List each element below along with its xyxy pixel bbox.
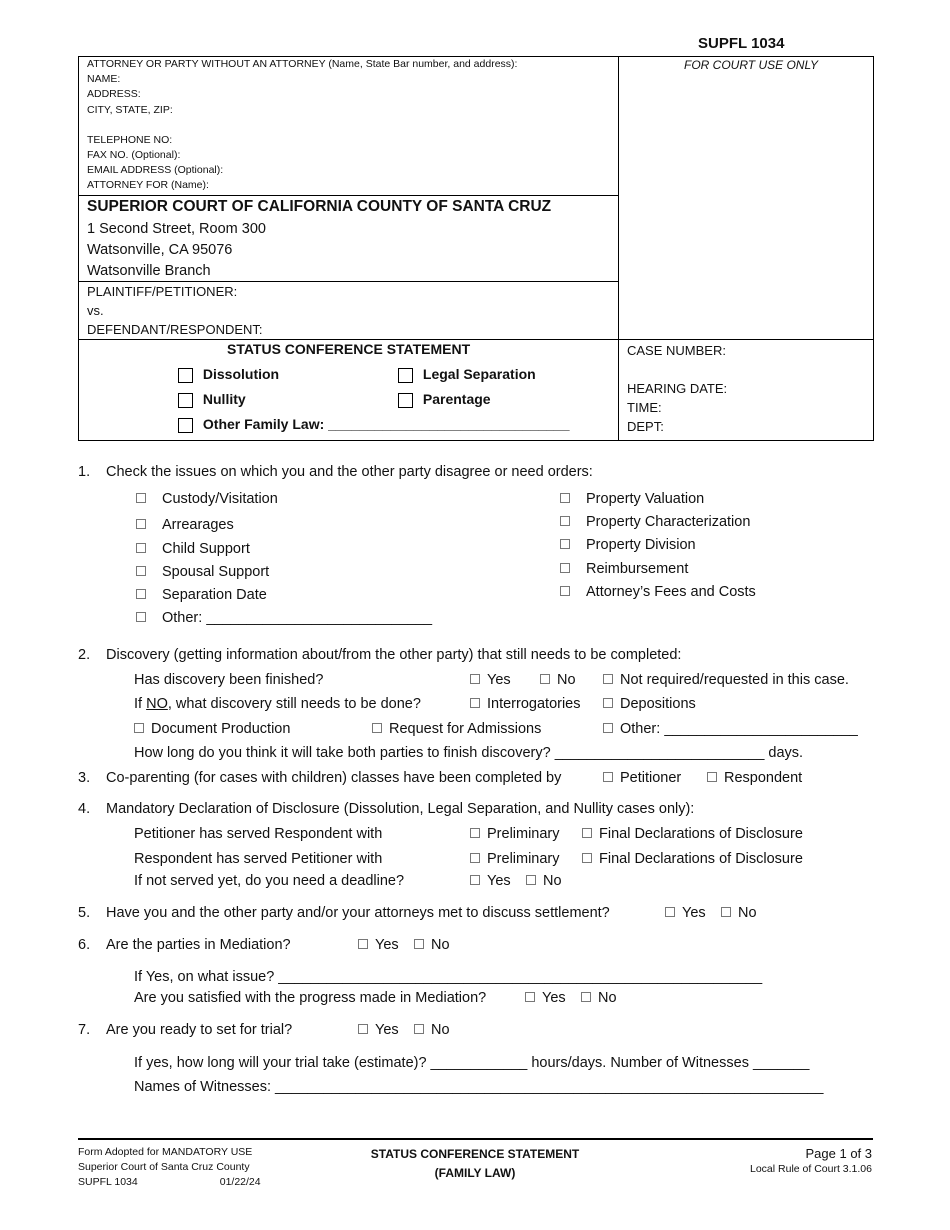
q4-no[interactable]: No	[526, 873, 562, 889]
checkbox[interactable]	[470, 853, 480, 863]
q4-pet-preliminary[interactable]: Preliminary	[470, 826, 560, 842]
dept-label: DEPT:	[627, 419, 664, 434]
checkbox[interactable]	[398, 368, 413, 383]
q3-petitioner[interactable]: Petitioner	[603, 770, 681, 786]
checkbox[interactable]	[560, 493, 570, 503]
q1-property-characterization[interactable]: Property Characterization	[560, 514, 750, 530]
q6-number: 6.	[78, 937, 91, 953]
checkbox[interactable]	[136, 519, 146, 529]
checkbox[interactable]	[560, 586, 570, 596]
q2-doc-production[interactable]: Document Production	[134, 721, 290, 737]
checkbox[interactable]	[358, 939, 368, 949]
hearing-date-label: HEARING DATE:	[627, 381, 728, 396]
q5-number: 5.	[78, 905, 91, 921]
q2-yes[interactable]: Yes	[470, 672, 511, 688]
attorney-line: ATTORNEY OR PARTY WITHOUT AN ATTORNEY (Name, State Bar number, and address):	[87, 58, 518, 70]
q2-admissions[interactable]: Request for Admissions	[372, 721, 541, 737]
q2-how-long: How long do you think it will take both parties to finish discovery? __________________________ days.	[134, 745, 804, 761]
q4-resp-preliminary[interactable]: Preliminary	[470, 851, 560, 867]
q7-yes[interactable]: Yes	[358, 1022, 399, 1038]
checkbox[interactable]	[136, 612, 146, 622]
checkbox[interactable]	[136, 493, 146, 503]
checkbox[interactable]	[470, 674, 480, 684]
q1-number: 1.	[78, 464, 91, 480]
q5-text: Have you and the other party and/or your attorneys met to discuss settlement?	[106, 905, 610, 921]
q6-yes[interactable]: Yes	[358, 937, 399, 953]
q4-resp-served: Respondent has served Petitioner with	[134, 851, 383, 867]
checkbox[interactable]	[136, 566, 146, 576]
court-use-label: FOR COURT USE ONLY	[684, 58, 819, 72]
page-number: Page 1 of 3	[805, 1146, 872, 1161]
q2-interrogatories[interactable]: Interrogatories	[470, 696, 581, 712]
checkbox[interactable]	[581, 992, 591, 1002]
q6-satisfied: Are you satisfied with the progress made in Mediation?	[134, 990, 487, 1006]
case-type-dissolution[interactable]: Dissolution	[178, 366, 279, 383]
address-line: Watsonville, CA 95076	[87, 242, 233, 258]
court-address	[87, 219, 266, 282]
checkbox[interactable]	[603, 698, 613, 708]
checkbox[interactable]	[540, 674, 550, 684]
q4-pet-served: Petitioner has served Respondent with	[134, 826, 383, 842]
q7-text: Are you ready to set for trial?	[106, 1022, 293, 1038]
checkbox[interactable]	[560, 516, 570, 526]
attorney-line	[87, 118, 517, 133]
address-line: 1 Second Street, Room 300	[87, 221, 266, 237]
divider-line	[78, 339, 874, 340]
q6-satisfied-no[interactable]: No	[581, 990, 617, 1006]
checkbox[interactable]	[372, 723, 382, 733]
vs-label: vs.	[87, 303, 104, 318]
checkbox[interactable]	[414, 939, 424, 949]
case-type-legal-separation[interactable]: Legal Separation	[398, 366, 536, 383]
q6-issue: If Yes, on what issue? ____________________________________________________________	[134, 969, 763, 985]
checkbox[interactable]	[582, 853, 592, 863]
attorney-line: EMAIL ADDRESS (Optional):	[87, 164, 224, 177]
statement-title: STATUS CONFERENCE STATEMENT	[227, 341, 471, 357]
case-type-nullity[interactable]: Nullity	[178, 391, 246, 408]
q1-child-support[interactable]: Child Support	[136, 541, 250, 557]
q4-resp-final[interactable]: Final Declarations of Disclosure	[582, 851, 803, 867]
q3-respondent[interactable]: Respondent	[707, 770, 802, 786]
q1-reimbursement[interactable]: Reimbursement	[560, 561, 688, 577]
q2-finished-label: Has discovery been finished?	[134, 672, 324, 688]
q6-satisfied-yes[interactable]: Yes	[525, 990, 566, 1006]
checkbox[interactable]	[526, 875, 536, 885]
plaintiff-label: PLAINTIFF/PETITIONER:	[87, 284, 238, 299]
q5-yes[interactable]: Yes	[665, 905, 706, 921]
checkbox[interactable]	[560, 539, 570, 549]
q2-not-required[interactable]: Not required/requested in this case.	[603, 672, 849, 688]
q4-yes[interactable]: Yes	[470, 873, 511, 889]
checkbox[interactable]	[178, 393, 193, 408]
caption-divider	[618, 56, 619, 441]
defendant-label: DEFENDANT/RESPONDENT:	[87, 322, 263, 337]
q6-no[interactable]: No	[414, 937, 450, 953]
checkbox[interactable]	[603, 674, 613, 684]
checkbox[interactable]	[603, 723, 613, 733]
q1-property-division[interactable]: Property Division	[560, 537, 696, 553]
checkbox[interactable]	[707, 772, 717, 782]
checkbox[interactable]	[470, 828, 480, 838]
checkbox[interactable]	[178, 418, 193, 433]
q1-custody[interactable]: Custody/Visitation	[136, 491, 278, 507]
q2-depositions[interactable]: Depositions	[603, 696, 696, 712]
footer-left	[78, 1145, 261, 1190]
q7-no[interactable]: No	[414, 1022, 450, 1038]
q4-pet-final[interactable]: Final Declarations of Disclosure	[582, 826, 803, 842]
q1-text: Check the issues on which you and the other party disagree or need orders:	[106, 464, 593, 480]
checkbox[interactable]	[358, 1024, 368, 1034]
footer-center	[350, 1145, 600, 1183]
checkbox[interactable]	[178, 368, 193, 383]
attorney-line: ADDRESS:	[87, 88, 141, 101]
local-rule: Local Rule of Court 3.1.06	[750, 1163, 872, 1175]
attorney-line: ATTORNEY FOR (Name):	[87, 179, 209, 192]
attorney-block	[87, 57, 517, 194]
q1-property-valuation[interactable]: Property Valuation	[560, 491, 704, 507]
case-type-parentage[interactable]: Parentage	[398, 391, 491, 408]
footer-subtitle: (FAMILY LAW)	[434, 1166, 516, 1180]
spacer	[627, 360, 727, 379]
q2-if-no-label: If NO, what discovery still needs to be done?	[134, 696, 421, 712]
case-type-other[interactable]: Other Family Law: _______________________________	[178, 416, 570, 433]
q2-other[interactable]: Other: ________________________	[603, 721, 858, 737]
q4-number: 4.	[78, 801, 91, 817]
checkbox[interactable]	[134, 723, 144, 733]
q3-number: 3.	[78, 770, 91, 786]
checkbox[interactable]	[582, 828, 592, 838]
form-id: SUPFL 1034	[698, 35, 785, 52]
q1-other[interactable]: Other: ____________________________	[136, 610, 432, 626]
q1-separation-date[interactable]: Separation Date	[136, 587, 267, 603]
checkbox[interactable]	[414, 1024, 424, 1034]
q2-text: Discovery (getting information about/from the other party) that still needs to be completed:	[106, 647, 682, 663]
case-fields	[627, 341, 727, 436]
attorney-line: FAX NO. (Optional):	[87, 149, 181, 162]
q2-number: 2.	[78, 647, 91, 663]
checkbox[interactable]	[136, 543, 146, 553]
checkbox[interactable]	[560, 563, 570, 573]
attorney-line: CITY, STATE, ZIP:	[87, 103, 173, 116]
address-line: Watsonville Branch	[87, 263, 211, 279]
checkbox[interactable]	[721, 907, 731, 917]
time-label: TIME:	[627, 400, 662, 415]
q2-no[interactable]: No	[540, 672, 576, 688]
q7-number: 7.	[78, 1022, 91, 1038]
footer-adopted: Form Adopted for MANDATORY USE	[78, 1146, 253, 1158]
checkbox[interactable]	[136, 589, 146, 599]
parties-block	[87, 282, 263, 339]
checkbox[interactable]	[470, 698, 480, 708]
attorney-line: TELEPHONE NO:	[87, 133, 173, 146]
footer-code-line: SUPFL 1034 01/22/24	[78, 1176, 261, 1188]
q4-deadline: If not served yet, do you need a deadline?	[134, 873, 405, 889]
q7-how-long: If yes, how long will your trial take (estimate)? ____________ hours/days. Number of Witnesses _______	[134, 1055, 810, 1071]
court-name: SUPERIOR COURT OF CALIFORNIA COUNTY OF SANTA CRUZ	[87, 198, 552, 215]
q3-text: Co-parenting (for cases with children) classes have been completed by	[106, 770, 562, 786]
q1-attorney-fees[interactable]: Attorney’s Fees and Costs	[560, 584, 756, 600]
checkbox[interactable]	[470, 875, 480, 885]
q6-text: Are the parties in Mediation?	[106, 937, 291, 953]
footer-right	[700, 1145, 872, 1177]
divider-line	[78, 195, 619, 196]
checkbox[interactable]	[525, 992, 535, 1002]
attorney-line: NAME:	[87, 73, 121, 86]
footer-title: STATUS CONFERENCE STATEMENT	[370, 1147, 580, 1161]
q1-arrearages[interactable]: Arrearages	[136, 517, 234, 533]
checkbox[interactable]	[398, 393, 413, 408]
checkbox[interactable]	[665, 907, 675, 917]
checkbox[interactable]	[603, 772, 613, 782]
case-number-label: CASE NUMBER:	[627, 343, 726, 358]
q7-names: Names of Witnesses: ____________________________________________________________________	[134, 1079, 824, 1095]
q1-spousal-support[interactable]: Spousal Support	[136, 564, 269, 580]
q4-text: Mandatory Declaration of Disclosure (Dissolution, Legal Separation, and Nullity cases only):	[106, 801, 695, 817]
q5-no[interactable]: No	[721, 905, 757, 921]
footer-court: Superior Court of Santa Cruz County	[78, 1161, 250, 1173]
footer-rule	[78, 1138, 873, 1140]
